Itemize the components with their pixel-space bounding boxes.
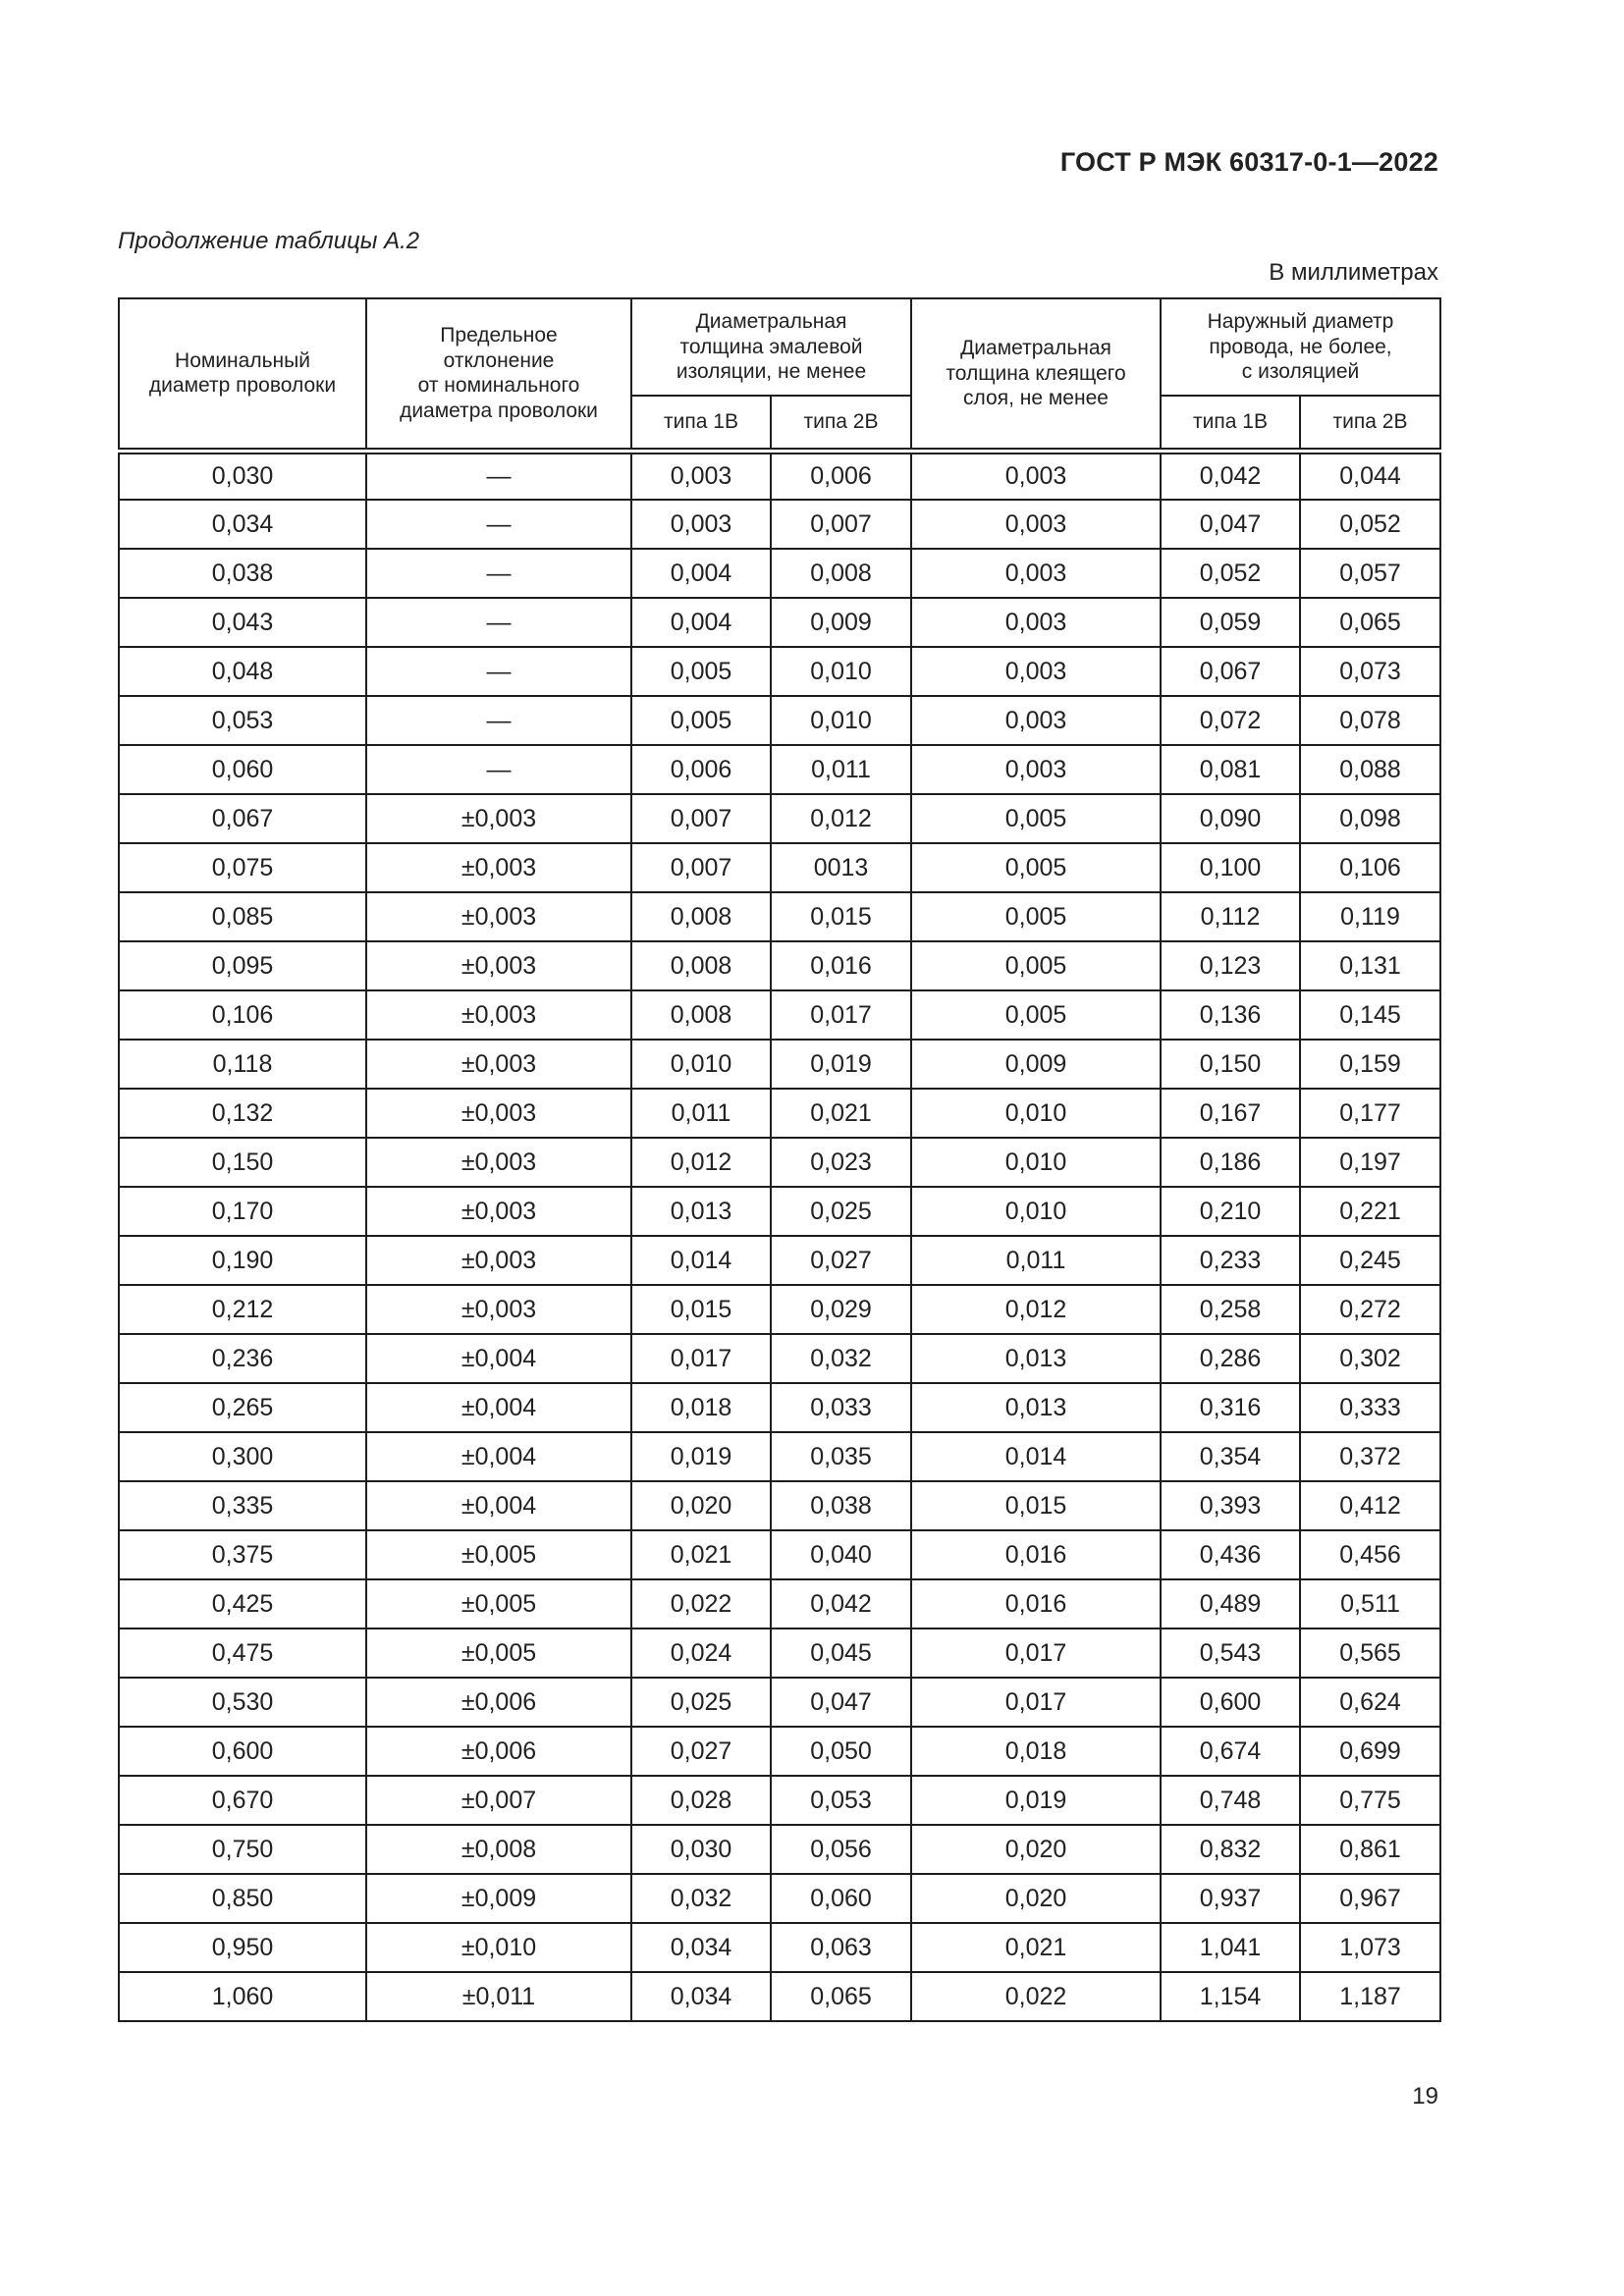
- cell-enamel-thickness-type-2b: 0,010: [771, 696, 911, 745]
- cell-deviation: ±0,008: [366, 1825, 631, 1874]
- cell-enamel-thickness-type-1b: 0,007: [631, 843, 771, 892]
- cell-adhesive-thickness: 0,010: [911, 1089, 1161, 1138]
- cell-outer-diameter-type-1b: 0,258: [1161, 1285, 1300, 1334]
- header-outer-type-2b: типа 2В: [1300, 396, 1440, 451]
- cell-enamel-thickness-type-2b: 0,032: [771, 1334, 911, 1383]
- cell-enamel-thickness-type-1b: 0,005: [631, 647, 771, 696]
- cell-nominal-diameter: 0,043: [119, 598, 366, 647]
- cell-enamel-thickness-type-2b: 0,065: [771, 1972, 911, 2021]
- cell-enamel-thickness-type-1b: 0,022: [631, 1579, 771, 1629]
- cell-outer-diameter-type-2b: 0,065: [1300, 598, 1440, 647]
- cell-outer-diameter-type-2b: 0,106: [1300, 843, 1440, 892]
- cell-adhesive-thickness: 0,005: [911, 843, 1161, 892]
- cell-outer-diameter-type-1b: 0,600: [1161, 1678, 1300, 1727]
- cell-outer-diameter-type-2b: 0,119: [1300, 892, 1440, 941]
- cell-nominal-diameter: 0,085: [119, 892, 366, 941]
- cell-outer-diameter-type-1b: 0,937: [1161, 1874, 1300, 1923]
- cell-enamel-thickness-type-2b: 0,011: [771, 745, 911, 794]
- cell-enamel-thickness-type-1b: 0,008: [631, 941, 771, 990]
- cell-adhesive-thickness: 0,003: [911, 696, 1161, 745]
- cell-outer-diameter-type-2b: 0,775: [1300, 1776, 1440, 1825]
- cell-enamel-thickness-type-1b: 0,018: [631, 1383, 771, 1432]
- cell-adhesive-thickness: 0,011: [911, 1236, 1161, 1285]
- cell-outer-diameter-type-1b: 0,047: [1161, 500, 1300, 549]
- cell-outer-diameter-type-2b: 0,967: [1300, 1874, 1440, 1923]
- cell-deviation: ±0,011: [366, 1972, 631, 2021]
- cell-deviation: ±0,003: [366, 1187, 631, 1236]
- cell-enamel-thickness-type-1b: 0,034: [631, 1923, 771, 1972]
- cell-outer-diameter-type-1b: 0,136: [1161, 990, 1300, 1040]
- cell-nominal-diameter: 1,060: [119, 1972, 366, 2021]
- cell-outer-diameter-type-1b: 0,167: [1161, 1089, 1300, 1138]
- table-row: [119, 1776, 1440, 1825]
- cell-adhesive-thickness: 0,003: [911, 500, 1161, 549]
- cell-enamel-thickness-type-2b: 0,017: [771, 990, 911, 1040]
- cell-outer-diameter-type-1b: 0,210: [1161, 1187, 1300, 1236]
- header-nominal-diameter: Номинальный диаметр проволоки: [119, 298, 366, 451]
- cell-enamel-thickness-type-1b: 0,006: [631, 745, 771, 794]
- table-row: [119, 647, 1440, 696]
- cell-enamel-thickness-type-2b: 0,047: [771, 1678, 911, 1727]
- table-row: [119, 1236, 1440, 1285]
- table-row: [119, 843, 1440, 892]
- table-row: [119, 696, 1440, 745]
- cell-nominal-diameter: 0,038: [119, 549, 366, 598]
- cell-enamel-thickness-type-1b: 0,008: [631, 892, 771, 941]
- header-enamel-type-2b: типа 2В: [771, 396, 911, 451]
- table-header: [119, 298, 1440, 451]
- table-row: [119, 1285, 1440, 1334]
- cell-enamel-thickness-type-2b: 0,063: [771, 1923, 911, 1972]
- cell-outer-diameter-type-1b: 1,041: [1161, 1923, 1300, 1972]
- cell-adhesive-thickness: 0,010: [911, 1138, 1161, 1187]
- cell-outer-diameter-type-2b: 0,456: [1300, 1530, 1440, 1579]
- header-deviation: Предельное отклонение от номинального диаметра проволоки: [366, 298, 631, 451]
- cell-outer-diameter-type-2b: 0,372: [1300, 1432, 1440, 1481]
- cell-outer-diameter-type-2b: 0,412: [1300, 1481, 1440, 1530]
- cell-nominal-diameter: 0,053: [119, 696, 366, 745]
- cell-outer-diameter-type-1b: 0,393: [1161, 1481, 1300, 1530]
- cell-nominal-diameter: 0,212: [119, 1285, 366, 1334]
- cell-enamel-thickness-type-1b: 0,014: [631, 1236, 771, 1285]
- cell-nominal-diameter: 0,475: [119, 1629, 366, 1678]
- cell-deviation: ±0,003: [366, 941, 631, 990]
- cell-deviation: —: [366, 696, 631, 745]
- cell-enamel-thickness-type-2b: 0,035: [771, 1432, 911, 1481]
- cell-enamel-thickness-type-1b: 0,007: [631, 794, 771, 843]
- table-row: [119, 549, 1440, 598]
- cell-deviation: ±0,003: [366, 1285, 631, 1334]
- units-note: В миллиметрах: [1269, 259, 1438, 286]
- cell-outer-diameter-type-1b: 1,154: [1161, 1972, 1300, 2021]
- cell-outer-diameter-type-1b: 0,832: [1161, 1825, 1300, 1874]
- cell-nominal-diameter: 0,425: [119, 1579, 366, 1629]
- cell-outer-diameter-type-1b: 0,436: [1161, 1530, 1300, 1579]
- header-adhesive-thickness: Диаметральная толщина клеящего слоя, не менее: [911, 298, 1161, 451]
- cell-enamel-thickness-type-1b: 0,032: [631, 1874, 771, 1923]
- cell-deviation: ±0,004: [366, 1334, 631, 1383]
- cell-deviation: ±0,006: [366, 1727, 631, 1776]
- table-caption: Продолжение таблицы А.2: [118, 228, 420, 254]
- cell-adhesive-thickness: 0,016: [911, 1579, 1161, 1629]
- cell-outer-diameter-type-1b: 0,748: [1161, 1776, 1300, 1825]
- cell-nominal-diameter: 0,950: [119, 1923, 366, 1972]
- cell-outer-diameter-type-1b: 0,233: [1161, 1236, 1300, 1285]
- cell-outer-diameter-type-1b: 0,123: [1161, 941, 1300, 990]
- cell-enamel-thickness-type-1b: 0,010: [631, 1040, 771, 1089]
- cell-nominal-diameter: 0,265: [119, 1383, 366, 1432]
- cell-nominal-diameter: 0,067: [119, 794, 366, 843]
- table-row: [119, 1334, 1440, 1383]
- cell-outer-diameter-type-2b: 0,052: [1300, 500, 1440, 549]
- cell-outer-diameter-type-1b: 0,286: [1161, 1334, 1300, 1383]
- cell-adhesive-thickness: 0,016: [911, 1530, 1161, 1579]
- table-row: [119, 990, 1440, 1040]
- cell-adhesive-thickness: 0,017: [911, 1629, 1161, 1678]
- cell-enamel-thickness-type-1b: 0,024: [631, 1629, 771, 1678]
- table-row: [119, 745, 1440, 794]
- cell-deviation: ±0,007: [366, 1776, 631, 1825]
- cell-enamel-thickness-type-1b: 0,021: [631, 1530, 771, 1579]
- table-row: [119, 1923, 1440, 1972]
- cell-nominal-diameter: 0,095: [119, 941, 366, 990]
- cell-adhesive-thickness: 0,009: [911, 1040, 1161, 1089]
- table-row: [119, 941, 1440, 990]
- cell-enamel-thickness-type-2b: 0,021: [771, 1089, 911, 1138]
- cell-outer-diameter-type-1b: 0,112: [1161, 892, 1300, 941]
- cell-nominal-diameter: 0,375: [119, 1530, 366, 1579]
- table-row: [119, 500, 1440, 549]
- table-row: [119, 1579, 1440, 1629]
- table-row: [119, 892, 1440, 941]
- cell-outer-diameter-type-2b: 0,302: [1300, 1334, 1440, 1383]
- cell-enamel-thickness-type-1b: 0,020: [631, 1481, 771, 1530]
- cell-outer-diameter-type-2b: 0,044: [1300, 451, 1440, 500]
- cell-adhesive-thickness: 0,003: [911, 451, 1161, 500]
- cell-nominal-diameter: 0,132: [119, 1089, 366, 1138]
- header-outer-type-1b: типа 1В: [1161, 396, 1300, 451]
- cell-outer-diameter-type-2b: 0,098: [1300, 794, 1440, 843]
- cell-adhesive-thickness: 0,014: [911, 1432, 1161, 1481]
- cell-outer-diameter-type-1b: 0,052: [1161, 549, 1300, 598]
- cell-adhesive-thickness: 0,012: [911, 1285, 1161, 1334]
- cell-outer-diameter-type-2b: 0,699: [1300, 1727, 1440, 1776]
- cell-deviation: —: [366, 647, 631, 696]
- cell-deviation: ±0,005: [366, 1530, 631, 1579]
- cell-adhesive-thickness: 0,005: [911, 990, 1161, 1040]
- table-row: [119, 1972, 1440, 2021]
- document-standard-code: ГОСТ Р МЭК 60317-0-1—2022: [1059, 147, 1438, 177]
- cell-nominal-diameter: 0,030: [119, 451, 366, 500]
- table-row: [119, 794, 1440, 843]
- cell-adhesive-thickness: 0,003: [911, 647, 1161, 696]
- cell-nominal-diameter: 0,600: [119, 1727, 366, 1776]
- cell-nominal-diameter: 0,750: [119, 1825, 366, 1874]
- header-enamel-type-1b: типа 1В: [631, 396, 771, 451]
- cell-adhesive-thickness: 0,020: [911, 1825, 1161, 1874]
- cell-adhesive-thickness: 0,022: [911, 1972, 1161, 2021]
- cell-enamel-thickness-type-1b: 0,005: [631, 696, 771, 745]
- cell-outer-diameter-type-2b: 1,073: [1300, 1923, 1440, 1972]
- cell-enamel-thickness-type-1b: 0,019: [631, 1432, 771, 1481]
- page-number: 19: [1412, 2083, 1438, 2109]
- cell-outer-diameter-type-1b: 0,067: [1161, 647, 1300, 696]
- cell-outer-diameter-type-1b: 0,150: [1161, 1040, 1300, 1089]
- cell-nominal-diameter: 0,150: [119, 1138, 366, 1187]
- cell-deviation: ±0,003: [366, 1138, 631, 1187]
- table-row: [119, 1825, 1440, 1874]
- cell-deviation: ±0,003: [366, 1089, 631, 1138]
- cell-outer-diameter-type-2b: 0,511: [1300, 1579, 1440, 1629]
- cell-enamel-thickness-type-2b: 0013: [771, 843, 911, 892]
- cell-enamel-thickness-type-2b: 0,025: [771, 1187, 911, 1236]
- cell-deviation: ±0,010: [366, 1923, 631, 1972]
- cell-enamel-thickness-type-2b: 0,038: [771, 1481, 911, 1530]
- cell-nominal-diameter: 0,060: [119, 745, 366, 794]
- cell-nominal-diameter: 0,170: [119, 1187, 366, 1236]
- cell-outer-diameter-type-2b: 0,624: [1300, 1678, 1440, 1727]
- cell-enamel-thickness-type-2b: 0,016: [771, 941, 911, 990]
- table-row: [119, 1481, 1440, 1530]
- cell-deviation: —: [366, 549, 631, 598]
- table-row: [119, 1432, 1440, 1481]
- cell-enamel-thickness-type-1b: 0,034: [631, 1972, 771, 2021]
- cell-adhesive-thickness: 0,020: [911, 1874, 1161, 1923]
- cell-enamel-thickness-type-2b: 0,015: [771, 892, 911, 941]
- cell-outer-diameter-type-2b: 1,187: [1300, 1972, 1440, 2021]
- cell-enamel-thickness-type-1b: 0,003: [631, 451, 771, 500]
- cell-outer-diameter-type-1b: 0,042: [1161, 451, 1300, 500]
- table-row: [119, 1874, 1440, 1923]
- cell-enamel-thickness-type-2b: 0,012: [771, 794, 911, 843]
- cell-outer-diameter-type-2b: 0,245: [1300, 1236, 1440, 1285]
- cell-nominal-diameter: 0,190: [119, 1236, 366, 1285]
- wire-dimensions-table: [118, 297, 1441, 2022]
- table-row: [119, 1187, 1440, 1236]
- cell-adhesive-thickness: 0,003: [911, 598, 1161, 647]
- cell-enamel-thickness-type-1b: 0,004: [631, 598, 771, 647]
- table-body: [119, 451, 1440, 2021]
- cell-deviation: ±0,009: [366, 1874, 631, 1923]
- table-row: [119, 1040, 1440, 1089]
- cell-enamel-thickness-type-2b: 0,060: [771, 1874, 911, 1923]
- cell-enamel-thickness-type-1b: 0,003: [631, 500, 771, 549]
- table-row: [119, 1727, 1440, 1776]
- cell-deviation: ±0,003: [366, 1040, 631, 1089]
- cell-deviation: —: [366, 451, 631, 500]
- table-row: [119, 1383, 1440, 1432]
- cell-nominal-diameter: 0,335: [119, 1481, 366, 1530]
- table-header-row: [119, 298, 1440, 396]
- cell-outer-diameter-type-1b: 0,090: [1161, 794, 1300, 843]
- table-row: [119, 451, 1440, 500]
- cell-outer-diameter-type-2b: 0,272: [1300, 1285, 1440, 1334]
- cell-nominal-diameter: 0,118: [119, 1040, 366, 1089]
- cell-deviation: —: [366, 500, 631, 549]
- cell-nominal-diameter: 0,048: [119, 647, 366, 696]
- cell-outer-diameter-type-2b: 0,057: [1300, 549, 1440, 598]
- cell-enamel-thickness-type-1b: 0,028: [631, 1776, 771, 1825]
- cell-deviation: ±0,005: [366, 1629, 631, 1678]
- cell-adhesive-thickness: 0,013: [911, 1334, 1161, 1383]
- header-enamel-thickness: Диаметральная толщина эмалевой изоляции, не менее: [631, 298, 911, 396]
- cell-adhesive-thickness: 0,017: [911, 1678, 1161, 1727]
- cell-nominal-diameter: 0,300: [119, 1432, 366, 1481]
- cell-adhesive-thickness: 0,005: [911, 794, 1161, 843]
- cell-enamel-thickness-type-2b: 0,042: [771, 1579, 911, 1629]
- cell-nominal-diameter: 0,106: [119, 990, 366, 1040]
- cell-enamel-thickness-type-2b: 0,040: [771, 1530, 911, 1579]
- table-row: [119, 1089, 1440, 1138]
- cell-adhesive-thickness: 0,013: [911, 1383, 1161, 1432]
- cell-enamel-thickness-type-1b: 0,013: [631, 1187, 771, 1236]
- cell-enamel-thickness-type-1b: 0,025: [631, 1678, 771, 1727]
- cell-enamel-thickness-type-1b: 0,012: [631, 1138, 771, 1187]
- header-outer-diameter: Наружный диаметр провода, не более, с изоляцией: [1161, 298, 1440, 396]
- cell-outer-diameter-type-1b: 0,543: [1161, 1629, 1300, 1678]
- cell-outer-diameter-type-2b: 0,565: [1300, 1629, 1440, 1678]
- cell-deviation: ±0,004: [366, 1432, 631, 1481]
- cell-nominal-diameter: 0,530: [119, 1678, 366, 1727]
- cell-enamel-thickness-type-1b: 0,017: [631, 1334, 771, 1383]
- cell-outer-diameter-type-2b: 0,333: [1300, 1383, 1440, 1432]
- cell-enamel-thickness-type-2b: 0,050: [771, 1727, 911, 1776]
- cell-outer-diameter-type-2b: 0,861: [1300, 1825, 1440, 1874]
- cell-enamel-thickness-type-2b: 0,010: [771, 647, 911, 696]
- cell-outer-diameter-type-2b: 0,078: [1300, 696, 1440, 745]
- cell-outer-diameter-type-1b: 0,354: [1161, 1432, 1300, 1481]
- cell-outer-diameter-type-1b: 0,489: [1161, 1579, 1300, 1629]
- cell-outer-diameter-type-1b: 0,100: [1161, 843, 1300, 892]
- cell-adhesive-thickness: 0,015: [911, 1481, 1161, 1530]
- cell-enamel-thickness-type-2b: 0,008: [771, 549, 911, 598]
- table-row: [119, 598, 1440, 647]
- cell-outer-diameter-type-2b: 0,221: [1300, 1187, 1440, 1236]
- cell-adhesive-thickness: 0,005: [911, 892, 1161, 941]
- cell-enamel-thickness-type-2b: 0,029: [771, 1285, 911, 1334]
- cell-outer-diameter-type-2b: 0,073: [1300, 647, 1440, 696]
- cell-adhesive-thickness: 0,010: [911, 1187, 1161, 1236]
- cell-deviation: ±0,003: [366, 1236, 631, 1285]
- cell-deviation: ±0,004: [366, 1383, 631, 1432]
- cell-outer-diameter-type-2b: 0,159: [1300, 1040, 1440, 1089]
- cell-adhesive-thickness: 0,003: [911, 745, 1161, 794]
- cell-adhesive-thickness: 0,019: [911, 1776, 1161, 1825]
- cell-outer-diameter-type-1b: 0,674: [1161, 1727, 1300, 1776]
- cell-deviation: ±0,006: [366, 1678, 631, 1727]
- cell-enamel-thickness-type-2b: 0,007: [771, 500, 911, 549]
- cell-outer-diameter-type-1b: 0,081: [1161, 745, 1300, 794]
- cell-enamel-thickness-type-2b: 0,027: [771, 1236, 911, 1285]
- cell-deviation: ±0,003: [366, 990, 631, 1040]
- cell-nominal-diameter: 0,670: [119, 1776, 366, 1825]
- cell-outer-diameter-type-2b: 0,145: [1300, 990, 1440, 1040]
- table-row: [119, 1530, 1440, 1579]
- cell-outer-diameter-type-1b: 0,316: [1161, 1383, 1300, 1432]
- cell-enamel-thickness-type-1b: 0,027: [631, 1727, 771, 1776]
- cell-outer-diameter-type-2b: 0,088: [1300, 745, 1440, 794]
- cell-outer-diameter-type-2b: 0,131: [1300, 941, 1440, 990]
- cell-adhesive-thickness: 0,021: [911, 1923, 1161, 1972]
- cell-deviation: ±0,004: [366, 1481, 631, 1530]
- cell-adhesive-thickness: 0,018: [911, 1727, 1161, 1776]
- cell-enamel-thickness-type-2b: 0,033: [771, 1383, 911, 1432]
- cell-deviation: ±0,003: [366, 892, 631, 941]
- cell-enamel-thickness-type-2b: 0,056: [771, 1825, 911, 1874]
- cell-nominal-diameter: 0,850: [119, 1874, 366, 1923]
- table-row: [119, 1138, 1440, 1187]
- cell-enamel-thickness-type-2b: 0,053: [771, 1776, 911, 1825]
- cell-deviation: ±0,003: [366, 843, 631, 892]
- cell-adhesive-thickness: 0,005: [911, 941, 1161, 990]
- table-row: [119, 1629, 1440, 1678]
- cell-outer-diameter-type-1b: 0,186: [1161, 1138, 1300, 1187]
- cell-outer-diameter-type-2b: 0,197: [1300, 1138, 1440, 1187]
- cell-enamel-thickness-type-1b: 0,008: [631, 990, 771, 1040]
- cell-enamel-thickness-type-2b: 0,006: [771, 451, 911, 500]
- cell-enamel-thickness-type-1b: 0,011: [631, 1089, 771, 1138]
- cell-nominal-diameter: 0,034: [119, 500, 366, 549]
- cell-enamel-thickness-type-1b: 0,004: [631, 549, 771, 598]
- cell-outer-diameter-type-1b: 0,059: [1161, 598, 1300, 647]
- cell-nominal-diameter: 0,075: [119, 843, 366, 892]
- cell-enamel-thickness-type-2b: 0,009: [771, 598, 911, 647]
- cell-outer-diameter-type-2b: 0,177: [1300, 1089, 1440, 1138]
- table-row: [119, 1678, 1440, 1727]
- cell-enamel-thickness-type-1b: 0,015: [631, 1285, 771, 1334]
- cell-deviation: —: [366, 598, 631, 647]
- cell-enamel-thickness-type-1b: 0,030: [631, 1825, 771, 1874]
- cell-enamel-thickness-type-2b: 0,023: [771, 1138, 911, 1187]
- cell-adhesive-thickness: 0,003: [911, 549, 1161, 598]
- cell-deviation: —: [366, 745, 631, 794]
- cell-enamel-thickness-type-2b: 0,019: [771, 1040, 911, 1089]
- cell-deviation: ±0,003: [366, 794, 631, 843]
- cell-nominal-diameter: 0,236: [119, 1334, 366, 1383]
- cell-deviation: ±0,005: [366, 1579, 631, 1629]
- cell-enamel-thickness-type-2b: 0,045: [771, 1629, 911, 1678]
- cell-outer-diameter-type-1b: 0,072: [1161, 696, 1300, 745]
